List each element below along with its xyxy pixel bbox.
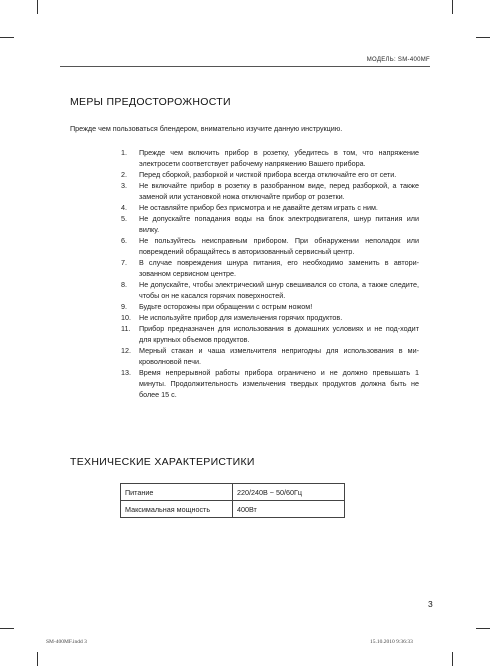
header-rule bbox=[60, 66, 430, 67]
item-number: 2. bbox=[121, 170, 127, 179]
list-item bbox=[121, 312, 419, 323]
item-text: Не пользуйтесь неисправным прибором. При обнаружении неполадок или повреждений обращайтесь в авторизованный сервисный центр. bbox=[139, 236, 419, 256]
crop-mark bbox=[0, 37, 14, 38]
spec-value: 400Вт bbox=[233, 501, 345, 518]
item-number: 1. bbox=[121, 148, 127, 157]
item-number: 3. bbox=[121, 181, 127, 190]
item-text: Не допускайте попадания воды на блок электродвигателя, шнур питания или вилку. bbox=[139, 214, 419, 234]
item-number: 12. bbox=[121, 346, 131, 355]
slug-file: SM-400MF.indd 3 bbox=[46, 639, 87, 645]
item-text: В случае повреждения шнура питания, его необходимо заменить в автори-зованном сервисном центре. bbox=[139, 258, 419, 278]
list-item bbox=[121, 279, 419, 301]
slug-date: 15.10.2010 9:36:33 bbox=[370, 639, 413, 645]
crop-mark bbox=[0, 628, 14, 629]
list-item bbox=[121, 301, 419, 312]
crop-mark bbox=[452, 652, 453, 666]
item-number: 4. bbox=[121, 203, 127, 212]
page-number: 3 bbox=[428, 599, 433, 609]
item-text: Будьте осторожны при обращении с острым ножом! bbox=[139, 302, 313, 311]
list-item bbox=[121, 213, 419, 235]
item-number: 13. bbox=[121, 368, 131, 377]
crop-mark bbox=[37, 0, 38, 14]
item-text: Прибор предназначен для использования в домашних условиях и не под-ходит для крупных объемов продуктов. bbox=[139, 324, 419, 344]
table-row bbox=[121, 484, 345, 501]
item-text: Не допускайте, чтобы электрический шнур свешивался со стола, а также следите, чтобы он не касался горячих поверхностей. bbox=[139, 280, 419, 300]
list-item bbox=[121, 367, 419, 400]
intro-text: Прежде чем пользоваться блендером, внимательно изучите данную инструкцию. bbox=[70, 124, 343, 133]
list-item bbox=[121, 180, 419, 202]
item-text: Не включайте прибор в розетку в разобранном виде, перед разборкой, а также заменой или установкой ножа отключайте прибор от розетки. bbox=[139, 181, 419, 201]
crop-mark bbox=[476, 37, 490, 38]
spec-label: Максимальная мощность bbox=[121, 501, 233, 518]
item-number: 11. bbox=[121, 324, 131, 333]
specs-title: ТЕХНИЧЕСКИЕ ХАРАКТЕРИСТИКИ bbox=[70, 456, 255, 468]
model-label: МОДЕЛЬ: SM-400MF bbox=[366, 57, 430, 63]
precautions-list bbox=[121, 147, 419, 400]
item-text: Мерный стакан и чаша измельчителя непригодны для использования в ми-кроволновой печи. bbox=[139, 346, 419, 366]
precautions-title: МЕРЫ ПРЕДОСТОРОЖНОСТИ bbox=[70, 96, 231, 108]
item-text: Перед сборкой, разборкой и чисткой прибора всегда отключайте его от сети. bbox=[139, 170, 397, 179]
item-number: 7. bbox=[121, 258, 127, 267]
list-item bbox=[121, 257, 419, 279]
spec-label: Питание bbox=[121, 484, 233, 501]
spec-value: 220/240В ~ 50/60Гц bbox=[233, 484, 345, 501]
list-item bbox=[121, 235, 419, 257]
item-text: Время непрерывной работы прибора ограничено и не должно превышать 1 минуты. Продолжительность измельчения твердых продуктов должна быть не более 15 с. bbox=[139, 368, 419, 399]
list-item bbox=[121, 169, 419, 180]
crop-mark bbox=[37, 652, 38, 666]
crop-mark bbox=[452, 0, 453, 14]
crop-mark bbox=[476, 628, 490, 629]
list-item bbox=[121, 323, 419, 345]
item-number: 8. bbox=[121, 280, 127, 289]
item-text: Прежде чем включить прибор в розетку, убедитесь в том, что напряжение электросети соответствует рабочему напряжению Вашего прибора. bbox=[139, 148, 419, 168]
list-item bbox=[121, 202, 419, 213]
list-item bbox=[121, 147, 419, 169]
item-text: Не используйте прибор для измельчения горячих продуктов. bbox=[139, 313, 343, 322]
item-number: 10. bbox=[121, 313, 131, 322]
table-row bbox=[121, 501, 345, 518]
item-text: Не оставляйте прибор без присмотра и не давайте детям играть с ним. bbox=[139, 203, 378, 212]
item-number: 5. bbox=[121, 214, 127, 223]
item-number: 6. bbox=[121, 236, 127, 245]
item-number: 9. bbox=[121, 302, 127, 311]
specs-table bbox=[120, 483, 345, 518]
list-item bbox=[121, 345, 419, 367]
